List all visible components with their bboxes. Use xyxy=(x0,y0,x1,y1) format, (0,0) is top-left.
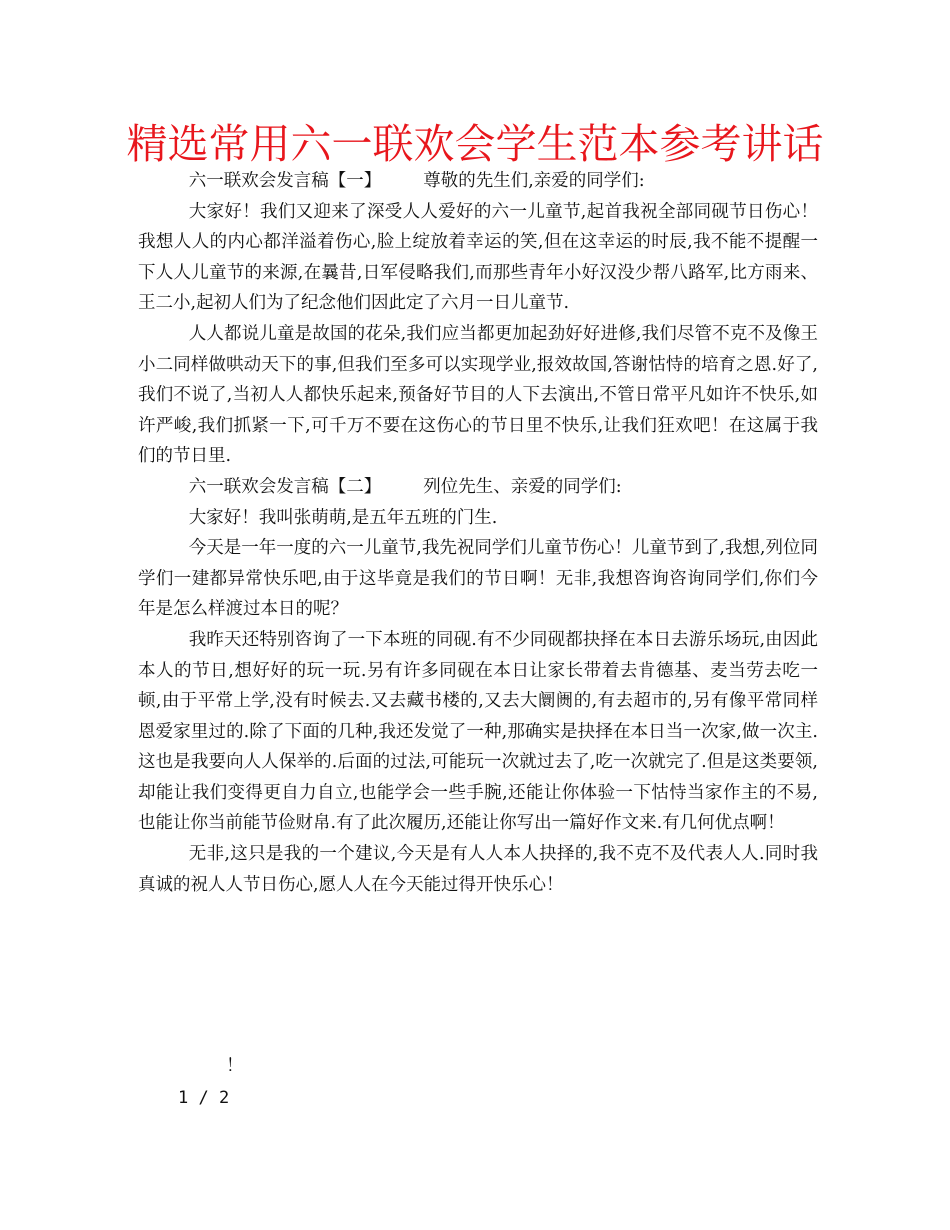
speech-one-paragraph: 人人都说儿童是故国的花朵,我们应当都更加起劲好好进修,我们尽管不克不及像王小二同样做哄动天下的事,但我们至多可以实现学业,报效故国,答谢怙恃的培育之恩.好了,我们不说了,当初人人都快乐起来,预备好节目的人下去演出,不管日常平凡如许不快乐,如许严峻,我们抓紧一下,可千万不要在这伤心的节日里不快乐,让我们狂欢吧！在这属于我们的节日里. xyxy=(138,323,818,467)
speech-two-label: 六一联欢会发言稿【二】 xyxy=(188,476,382,497)
speech-two-heading xyxy=(138,472,818,503)
speech-two-paragraph: 我昨天还特别咨询了一下本班的同砚.有不少同砚都抉择在本日去游乐场玩,由因此本人的节日,想好好的玩一玩.另有许多同砚在本日让家长带着去肯德基、麦当劳去吃一顿,由于平常上学,没有时候去.又去藏书楼的,又去大阛阓的,有去超市的,另有像平常同样恩爱家里过的.除了下面的几种,我还发觉了一种,那确实是抉择在本日当一次家,做一次主.这也是我要向人人保举的.后面的过法,可能玩一次就过去了,吃一次就完了.但是这类要领,却能让我们变得更自力自立,也能学会一些手腕,还能让你体验一下怙恃当家作主的不易,也能让你当前能节俭财帛.有了此次履历,还能让你写出一篇好作文来.有几何优点啊！ xyxy=(138,629,818,834)
speech-one-greeting: 尊敬的先生们,亲爱的同学们: xyxy=(423,171,645,191)
speech-two-paragraph: 大家好！我叫张萌萌,是五年五班的门生. xyxy=(188,507,498,528)
speech-two-paragraph: 无非,这只是我的一个建议,今天是有人人本人抉择的,我不克不及代表人人.同时我真诚的祝人人节日伤心,愿人人在今天能过得开快乐心！ xyxy=(138,844,818,895)
speech-two-greeting: 列位先生、亲爱的同学们: xyxy=(423,476,622,497)
document-body xyxy=(138,166,818,900)
speech-one-heading xyxy=(138,166,818,197)
document-title: 精选常用六一联欢会学生范本参考讲话 xyxy=(126,120,824,168)
speech-one-paragraph: 大家好！我们又迎来了深受人人爱好的六一儿童节,起首我祝全部同砚节日伤心！我想人人的内心都洋溢着伤心,脸上绽放着幸运的笑,但在这幸运的时辰,我不能不提醒一下人人儿童节的来源,在曩昔,日军侵略我们,而那些青年小好汉没少帮八路军,比方雨来、王二小,起初人们为了纪念他们因此定了六月一日儿童节. xyxy=(138,201,818,314)
speech-one-label: 六一联欢会发言稿【一】 xyxy=(188,171,382,191)
trailing-mark: ！ xyxy=(226,1056,244,1076)
page-number: 1 / 2 xyxy=(178,1088,230,1108)
speech-two-paragraph: 今天是一年一度的六一儿童节,我先祝同学们儿童节伤心！儿童节到了,我想,列位同学们一建都异常快乐吧,由于这毕竟是我们的节日啊！无非,我想咨询咨询同学们,你们今年是怎么样渡过本日的呢？ xyxy=(138,538,818,620)
